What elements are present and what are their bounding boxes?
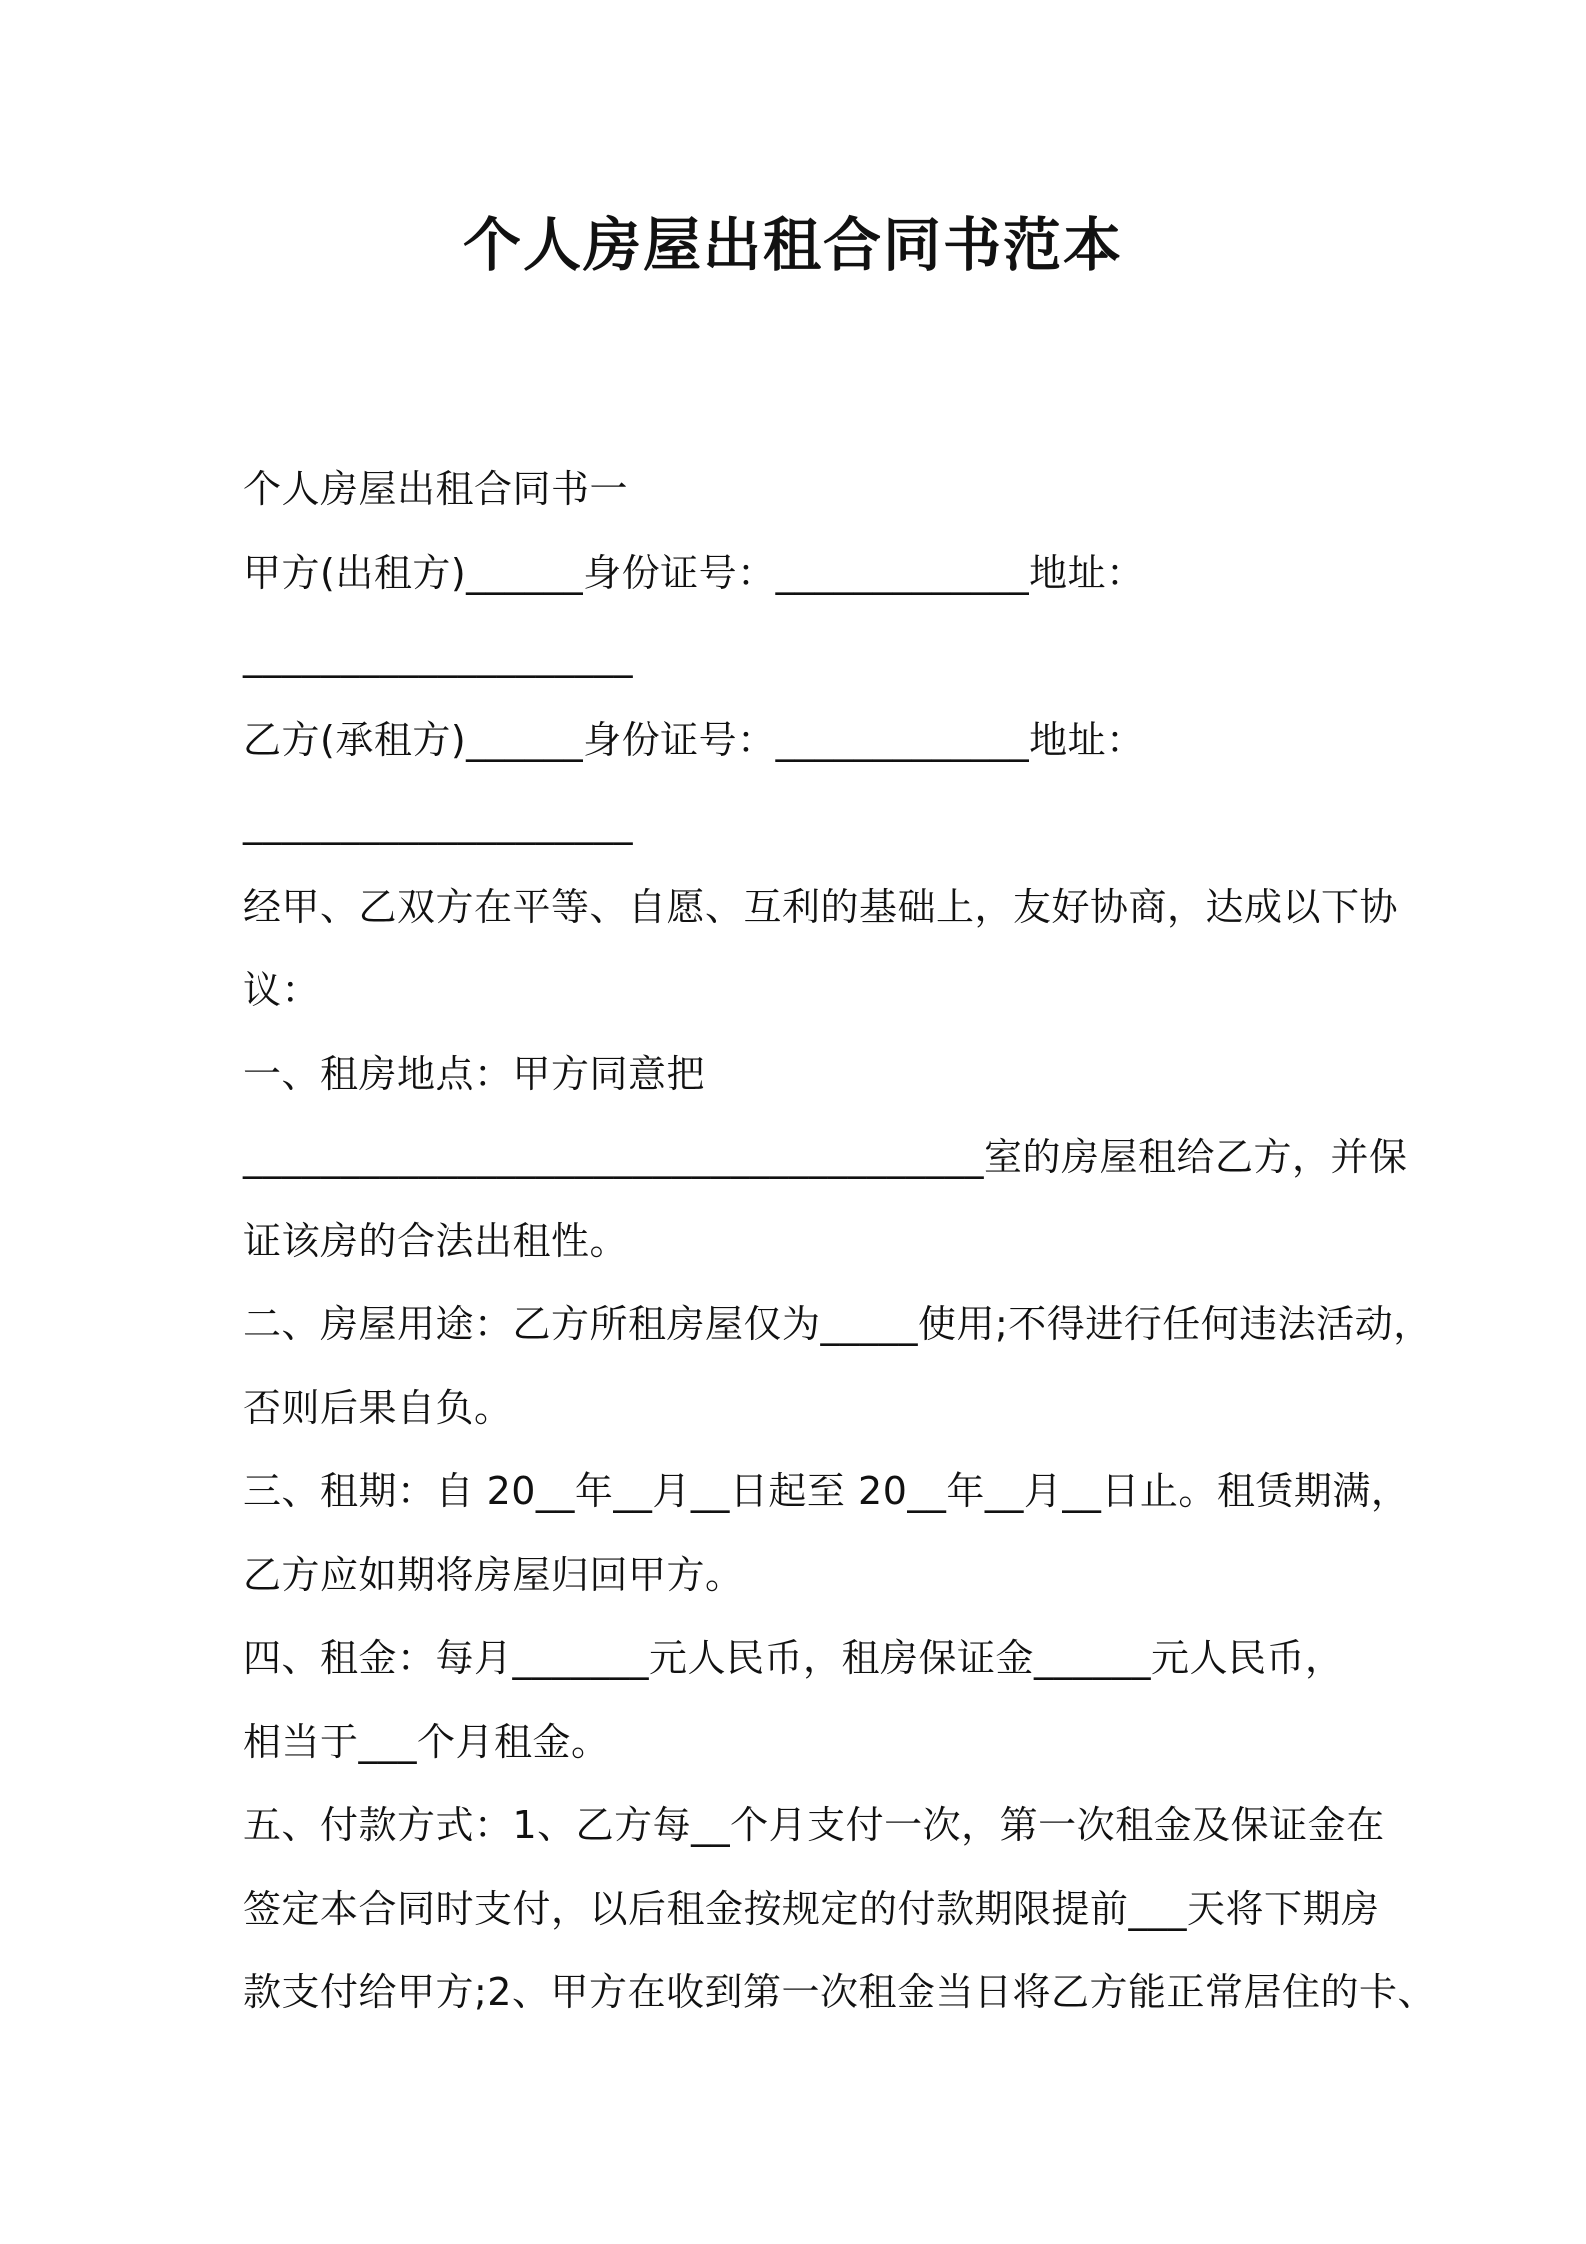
section-heading: 个人房屋出租合同书一	[243, 467, 629, 511]
document-title: 个人房屋出租合同书范本	[462, 211, 1123, 279]
party-a-address-blank: ____________________	[243, 634, 633, 678]
clause-5-payment: 五、付款方式：1、乙方每__个月支付一次，第一次租金及保证金在	[243, 1803, 1385, 1847]
clause-4-rent: 四、租金：每月_______元人民币，租房保证金______元人民币，	[243, 1636, 1344, 1680]
party-b-address-blank: ____________________	[243, 801, 633, 845]
clause-2-usage: 二、房屋用途：乙方所租房屋仅为_____使用;不得进行任何违法活动，	[243, 1302, 1432, 1346]
party-b-line: 乙方(承租方)______身份证号：_____________地址：	[243, 717, 1145, 762]
clause-3-term-end: 乙方应如期将房屋归回甲方。	[243, 1552, 744, 1597]
clause-1-location-cont: ______________________________________室的房屋租给乙方，并保	[243, 1135, 1408, 1179]
contract-body	[243, 448, 1436, 2035]
clause-3-term: 三、租期：自 20__年__月__日起至 20__年__月__日止。租赁期满，	[243, 1469, 1410, 1513]
party-a-line: 甲方(出租方)______身份证号：_____________地址：	[243, 550, 1145, 595]
clause-5-payment-cont: 签定本合同时支付，以后租金按规定的付款期限提前___天将下期房	[243, 1886, 1380, 1931]
clause-5-payment-cont-2: 款支付给甲方;2、甲方在收到第一次租金当日将乙方能正常居住的卡、	[243, 1970, 1436, 2014]
clause-1-location-end: 证该房的合法出租性。	[243, 1218, 629, 1263]
clause-4-rent-end: 相当于___个月租金。	[243, 1719, 610, 1764]
clause-1-location: 一、租房地点：甲方同意把	[243, 1051, 706, 1096]
clause-2-usage-end: 否则后果自负。	[243, 1385, 513, 1430]
preamble-line: 经甲、乙双方在平等、自愿、互利的基础上，友好协商，达成以下协	[243, 884, 1399, 929]
preamble-line-end: 议：	[243, 968, 321, 1012]
